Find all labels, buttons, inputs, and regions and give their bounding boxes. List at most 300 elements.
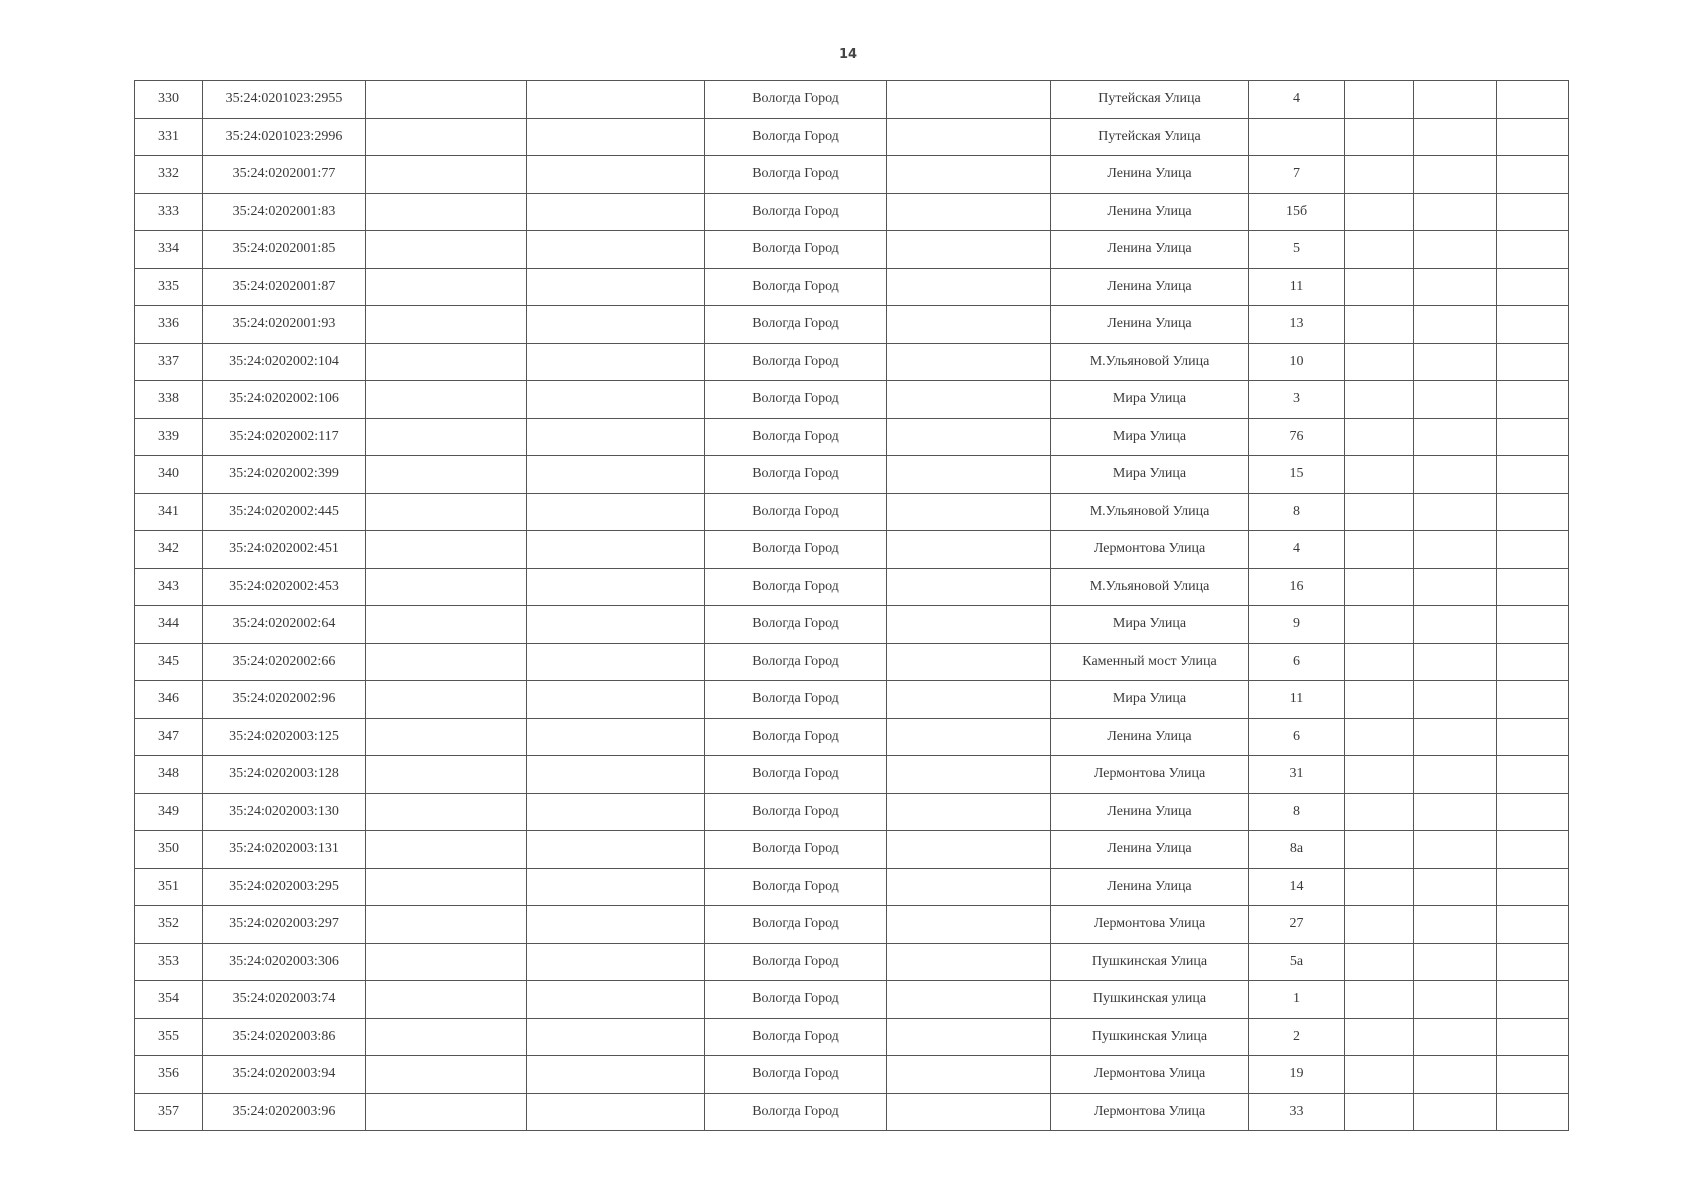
empty-cell	[887, 793, 1051, 831]
street-cell: Лермонтова Улица	[1051, 1093, 1249, 1131]
empty-cell	[887, 156, 1051, 194]
house-number-cell: 33	[1249, 1093, 1345, 1131]
empty-cell	[887, 343, 1051, 381]
empty-cell	[1345, 306, 1414, 344]
street-cell: Ленина Улица	[1051, 193, 1249, 231]
street-cell: Мира Улица	[1051, 456, 1249, 494]
table-row	[135, 381, 1569, 419]
empty-cell	[1497, 1018, 1569, 1056]
table-row	[135, 981, 1569, 1019]
empty-cell	[1414, 868, 1497, 906]
empty-cell	[527, 906, 705, 944]
empty-cell	[1414, 343, 1497, 381]
table-row	[135, 718, 1569, 756]
empty-cell	[887, 456, 1051, 494]
registry-table-body	[135, 81, 1569, 1131]
empty-cell	[887, 531, 1051, 569]
empty-cell	[366, 456, 527, 494]
empty-cell	[1414, 1018, 1497, 1056]
empty-cell	[1414, 493, 1497, 531]
empty-cell	[1345, 793, 1414, 831]
street-cell: Лермонтова Улица	[1051, 756, 1249, 794]
empty-cell	[1414, 831, 1497, 869]
city-cell: Вологда Город	[705, 493, 887, 531]
city-cell: Вологда Город	[705, 718, 887, 756]
city-cell: Вологда Город	[705, 1093, 887, 1131]
empty-cell	[366, 81, 527, 119]
empty-cell	[527, 306, 705, 344]
empty-cell	[527, 343, 705, 381]
page-number: 14	[838, 47, 858, 62]
empty-cell	[1414, 193, 1497, 231]
table-row	[135, 268, 1569, 306]
table-row	[135, 606, 1569, 644]
table-row	[135, 531, 1569, 569]
row-number-cell: 355	[135, 1018, 203, 1056]
table-row	[135, 868, 1569, 906]
cadastral-number-cell: 35:24:0202002:64	[203, 606, 366, 644]
empty-cell	[1497, 943, 1569, 981]
cadastral-number-cell: 35:24:0202002:66	[203, 643, 366, 681]
empty-cell	[527, 1056, 705, 1094]
table-row	[135, 193, 1569, 231]
empty-cell	[1345, 456, 1414, 494]
empty-cell	[887, 943, 1051, 981]
empty-cell	[366, 118, 527, 156]
empty-cell	[1345, 343, 1414, 381]
empty-cell	[1345, 81, 1414, 119]
house-number-cell: 4	[1249, 81, 1345, 119]
street-cell: Пушкинская улица	[1051, 981, 1249, 1019]
empty-cell	[366, 981, 527, 1019]
empty-cell	[527, 493, 705, 531]
empty-cell	[527, 681, 705, 719]
city-cell: Вологда Город	[705, 156, 887, 194]
cadastral-number-cell: 35:24:0202002:117	[203, 418, 366, 456]
city-cell: Вологда Город	[705, 906, 887, 944]
empty-cell	[1497, 1093, 1569, 1131]
empty-cell	[527, 568, 705, 606]
house-number-cell: 1	[1249, 981, 1345, 1019]
empty-cell	[366, 718, 527, 756]
house-number-cell: 19	[1249, 1056, 1345, 1094]
empty-cell	[527, 418, 705, 456]
table-row	[135, 118, 1569, 156]
row-number-cell: 345	[135, 643, 203, 681]
empty-cell	[527, 943, 705, 981]
city-cell: Вологда Город	[705, 343, 887, 381]
empty-cell	[1345, 1093, 1414, 1131]
row-number-cell: 347	[135, 718, 203, 756]
row-number-cell: 348	[135, 756, 203, 794]
street-cell: М.Ульяновой Улица	[1051, 568, 1249, 606]
empty-cell	[366, 681, 527, 719]
empty-cell	[527, 831, 705, 869]
cadastral-number-cell: 35:24:0202003:306	[203, 943, 366, 981]
empty-cell	[366, 156, 527, 194]
empty-cell	[1345, 193, 1414, 231]
city-cell: Вологда Город	[705, 118, 887, 156]
cadastral-number-cell: 35:24:0202003:86	[203, 1018, 366, 1056]
empty-cell	[1345, 831, 1414, 869]
row-number-cell: 341	[135, 493, 203, 531]
empty-cell	[887, 1018, 1051, 1056]
table-row	[135, 906, 1569, 944]
street-cell: Ленина Улица	[1051, 793, 1249, 831]
empty-cell	[527, 643, 705, 681]
row-number-cell: 334	[135, 231, 203, 269]
house-number-cell: 11	[1249, 268, 1345, 306]
city-cell: Вологда Город	[705, 81, 887, 119]
empty-cell	[1497, 906, 1569, 944]
city-cell: Вологда Город	[705, 793, 887, 831]
empty-cell	[1345, 231, 1414, 269]
empty-cell	[1345, 1018, 1414, 1056]
street-cell: Ленина Улица	[1051, 718, 1249, 756]
house-number-cell: 4	[1249, 531, 1345, 569]
empty-cell	[887, 418, 1051, 456]
empty-cell	[366, 756, 527, 794]
empty-cell	[527, 981, 705, 1019]
house-number-cell: 13	[1249, 306, 1345, 344]
empty-cell	[1345, 643, 1414, 681]
empty-cell	[1414, 568, 1497, 606]
empty-cell	[1497, 118, 1569, 156]
empty-cell	[1414, 943, 1497, 981]
cadastral-number-cell: 35:24:0202001:85	[203, 231, 366, 269]
empty-cell	[1414, 381, 1497, 419]
empty-cell	[887, 118, 1051, 156]
empty-cell	[527, 156, 705, 194]
cadastral-number-cell: 35:24:0202003:125	[203, 718, 366, 756]
table-row	[135, 681, 1569, 719]
empty-cell	[1414, 156, 1497, 194]
empty-cell	[1345, 531, 1414, 569]
row-number-cell: 354	[135, 981, 203, 1019]
empty-cell	[887, 868, 1051, 906]
street-cell: Каменный мост Улица	[1051, 643, 1249, 681]
street-cell: Путейская Улица	[1051, 118, 1249, 156]
empty-cell	[887, 643, 1051, 681]
empty-cell	[1414, 681, 1497, 719]
empty-cell	[1345, 118, 1414, 156]
cadastral-number-cell: 35:24:0202002:106	[203, 381, 366, 419]
row-number-cell: 342	[135, 531, 203, 569]
empty-cell	[1497, 81, 1569, 119]
cadastral-number-cell: 35:24:0202002:104	[203, 343, 366, 381]
cadastral-number-cell: 35:24:0201023:2955	[203, 81, 366, 119]
empty-cell	[887, 306, 1051, 344]
empty-cell	[1414, 418, 1497, 456]
empty-cell	[1345, 568, 1414, 606]
empty-cell	[527, 231, 705, 269]
city-cell: Вологда Город	[705, 681, 887, 719]
street-cell: Мира Улица	[1051, 381, 1249, 419]
empty-cell	[1345, 1056, 1414, 1094]
street-cell: Лермонтова Улица	[1051, 531, 1249, 569]
house-number-cell: 2	[1249, 1018, 1345, 1056]
empty-cell	[1497, 268, 1569, 306]
empty-cell	[1414, 756, 1497, 794]
empty-cell	[1497, 156, 1569, 194]
house-number-cell: 8	[1249, 493, 1345, 531]
empty-cell	[1497, 681, 1569, 719]
empty-cell	[1414, 1093, 1497, 1131]
house-number-cell: 9	[1249, 606, 1345, 644]
empty-cell	[1345, 756, 1414, 794]
row-number-cell: 343	[135, 568, 203, 606]
table-row	[135, 568, 1569, 606]
empty-cell	[366, 306, 527, 344]
empty-cell	[1497, 193, 1569, 231]
street-cell: Лермонтова Улица	[1051, 906, 1249, 944]
empty-cell	[1497, 643, 1569, 681]
row-number-cell: 346	[135, 681, 203, 719]
street-cell: Лермонтова Улица	[1051, 1056, 1249, 1094]
empty-cell	[1497, 718, 1569, 756]
table-row	[135, 418, 1569, 456]
empty-cell	[527, 193, 705, 231]
table-row	[135, 156, 1569, 194]
empty-cell	[366, 1018, 527, 1056]
house-number-cell: 16	[1249, 568, 1345, 606]
city-cell: Вологда Город	[705, 1018, 887, 1056]
street-cell: Путейская Улица	[1051, 81, 1249, 119]
street-cell: М.Ульяновой Улица	[1051, 343, 1249, 381]
table-row	[135, 943, 1569, 981]
table-row	[135, 1018, 1569, 1056]
cadastral-number-cell: 35:24:0202002:96	[203, 681, 366, 719]
house-number-cell: 10	[1249, 343, 1345, 381]
table-row	[135, 1093, 1569, 1131]
city-cell: Вологда Город	[705, 268, 887, 306]
empty-cell	[1414, 1056, 1497, 1094]
empty-cell	[1497, 343, 1569, 381]
empty-cell	[366, 231, 527, 269]
empty-cell	[1497, 756, 1569, 794]
city-cell: Вологда Город	[705, 456, 887, 494]
row-number-cell: 330	[135, 81, 203, 119]
empty-cell	[366, 493, 527, 531]
city-cell: Вологда Город	[705, 606, 887, 644]
row-number-cell: 349	[135, 793, 203, 831]
empty-cell	[1345, 868, 1414, 906]
empty-cell	[366, 1056, 527, 1094]
registry-table	[134, 80, 1569, 1131]
house-number-cell: 6	[1249, 718, 1345, 756]
empty-cell	[1414, 643, 1497, 681]
empty-cell	[527, 118, 705, 156]
house-number-cell: 31	[1249, 756, 1345, 794]
empty-cell	[366, 268, 527, 306]
row-number-cell: 350	[135, 831, 203, 869]
empty-cell	[366, 568, 527, 606]
row-number-cell: 356	[135, 1056, 203, 1094]
empty-cell	[1497, 831, 1569, 869]
street-cell: Ленина Улица	[1051, 868, 1249, 906]
city-cell: Вологда Город	[705, 568, 887, 606]
empty-cell	[1345, 906, 1414, 944]
empty-cell	[887, 231, 1051, 269]
house-number-cell: 14	[1249, 868, 1345, 906]
empty-cell	[1414, 606, 1497, 644]
city-cell: Вологда Город	[705, 831, 887, 869]
house-number-cell: 27	[1249, 906, 1345, 944]
street-cell: Ленина Улица	[1051, 268, 1249, 306]
cadastral-number-cell: 35:24:0202002:453	[203, 568, 366, 606]
cadastral-number-cell: 35:24:0202003:131	[203, 831, 366, 869]
street-cell: Ленина Улица	[1051, 831, 1249, 869]
city-cell: Вологда Город	[705, 643, 887, 681]
cadastral-number-cell: 35:24:0201023:2996	[203, 118, 366, 156]
house-number-cell: 5	[1249, 231, 1345, 269]
empty-cell	[1345, 718, 1414, 756]
street-cell: Мира Улица	[1051, 606, 1249, 644]
empty-cell	[527, 756, 705, 794]
empty-cell	[887, 831, 1051, 869]
row-number-cell: 337	[135, 343, 203, 381]
row-number-cell: 331	[135, 118, 203, 156]
row-number-cell: 338	[135, 381, 203, 419]
cadastral-number-cell: 35:24:0202003:94	[203, 1056, 366, 1094]
row-number-cell: 335	[135, 268, 203, 306]
empty-cell	[887, 756, 1051, 794]
empty-cell	[1414, 531, 1497, 569]
table-row	[135, 456, 1569, 494]
row-number-cell: 339	[135, 418, 203, 456]
empty-cell	[1497, 231, 1569, 269]
row-number-cell: 344	[135, 606, 203, 644]
house-number-cell	[1249, 118, 1345, 156]
empty-cell	[1414, 268, 1497, 306]
empty-cell	[887, 681, 1051, 719]
empty-cell	[887, 1093, 1051, 1131]
street-cell: Мира Улица	[1051, 418, 1249, 456]
empty-cell	[1414, 118, 1497, 156]
cadastral-number-cell: 35:24:0202003:96	[203, 1093, 366, 1131]
cadastral-number-cell: 35:24:0202001:87	[203, 268, 366, 306]
empty-cell	[366, 868, 527, 906]
street-cell: Пушкинская Улица	[1051, 1018, 1249, 1056]
empty-cell	[527, 81, 705, 119]
empty-cell	[1497, 606, 1569, 644]
empty-cell	[1414, 906, 1497, 944]
street-cell: Ленина Улица	[1051, 231, 1249, 269]
row-number-cell: 352	[135, 906, 203, 944]
empty-cell	[366, 943, 527, 981]
empty-cell	[366, 606, 527, 644]
empty-cell	[527, 718, 705, 756]
empty-cell	[887, 81, 1051, 119]
street-cell: Мира Улица	[1051, 681, 1249, 719]
cadastral-number-cell: 35:24:0202002:451	[203, 531, 366, 569]
empty-cell	[887, 493, 1051, 531]
house-number-cell: 3	[1249, 381, 1345, 419]
empty-cell	[1345, 943, 1414, 981]
cadastral-number-cell: 35:24:0202001:77	[203, 156, 366, 194]
empty-cell	[1345, 418, 1414, 456]
city-cell: Вологда Город	[705, 306, 887, 344]
empty-cell	[887, 568, 1051, 606]
cadastral-number-cell: 35:24:0202003:130	[203, 793, 366, 831]
city-cell: Вологда Город	[705, 756, 887, 794]
table-row	[135, 306, 1569, 344]
empty-cell	[1497, 531, 1569, 569]
empty-cell	[887, 268, 1051, 306]
row-number-cell: 357	[135, 1093, 203, 1131]
street-cell: М.Ульяновой Улица	[1051, 493, 1249, 531]
empty-cell	[887, 718, 1051, 756]
empty-cell	[527, 1093, 705, 1131]
empty-cell	[527, 268, 705, 306]
empty-cell	[1497, 418, 1569, 456]
table-row	[135, 793, 1569, 831]
empty-cell	[1497, 306, 1569, 344]
house-number-cell: 76	[1249, 418, 1345, 456]
empty-cell	[1497, 981, 1569, 1019]
cadastral-number-cell: 35:24:0202002:399	[203, 456, 366, 494]
empty-cell	[1414, 231, 1497, 269]
city-cell: Вологда Город	[705, 981, 887, 1019]
empty-cell	[1414, 981, 1497, 1019]
empty-cell	[1345, 681, 1414, 719]
house-number-cell: 15	[1249, 456, 1345, 494]
table-row	[135, 756, 1569, 794]
empty-cell	[366, 1093, 527, 1131]
cadastral-number-cell: 35:24:0202002:445	[203, 493, 366, 531]
table-row	[135, 81, 1569, 119]
empty-cell	[887, 193, 1051, 231]
empty-cell	[1497, 568, 1569, 606]
empty-cell	[527, 531, 705, 569]
city-cell: Вологда Город	[705, 231, 887, 269]
row-number-cell: 333	[135, 193, 203, 231]
empty-cell	[366, 381, 527, 419]
table-row	[135, 231, 1569, 269]
empty-cell	[1414, 793, 1497, 831]
empty-cell	[527, 868, 705, 906]
empty-cell	[527, 456, 705, 494]
empty-cell	[527, 793, 705, 831]
street-cell: Ленина Улица	[1051, 306, 1249, 344]
empty-cell	[1345, 981, 1414, 1019]
empty-cell	[1497, 793, 1569, 831]
table-row	[135, 831, 1569, 869]
city-cell: Вологда Город	[705, 381, 887, 419]
city-cell: Вологда Город	[705, 943, 887, 981]
cadastral-number-cell: 35:24:0202001:83	[203, 193, 366, 231]
table-row	[135, 493, 1569, 531]
empty-cell	[1497, 381, 1569, 419]
city-cell: Вологда Город	[705, 868, 887, 906]
city-cell: Вологда Город	[705, 193, 887, 231]
city-cell: Вологда Город	[705, 531, 887, 569]
empty-cell	[887, 606, 1051, 644]
empty-cell	[1497, 868, 1569, 906]
house-number-cell: 6	[1249, 643, 1345, 681]
house-number-cell: 8а	[1249, 831, 1345, 869]
empty-cell	[1414, 81, 1497, 119]
street-cell: Ленина Улица	[1051, 156, 1249, 194]
house-number-cell: 15б	[1249, 193, 1345, 231]
row-number-cell: 340	[135, 456, 203, 494]
house-number-cell: 11	[1249, 681, 1345, 719]
empty-cell	[1497, 456, 1569, 494]
table-row	[135, 1056, 1569, 1094]
empty-cell	[1345, 156, 1414, 194]
street-cell: Пушкинская Улица	[1051, 943, 1249, 981]
row-number-cell: 353	[135, 943, 203, 981]
